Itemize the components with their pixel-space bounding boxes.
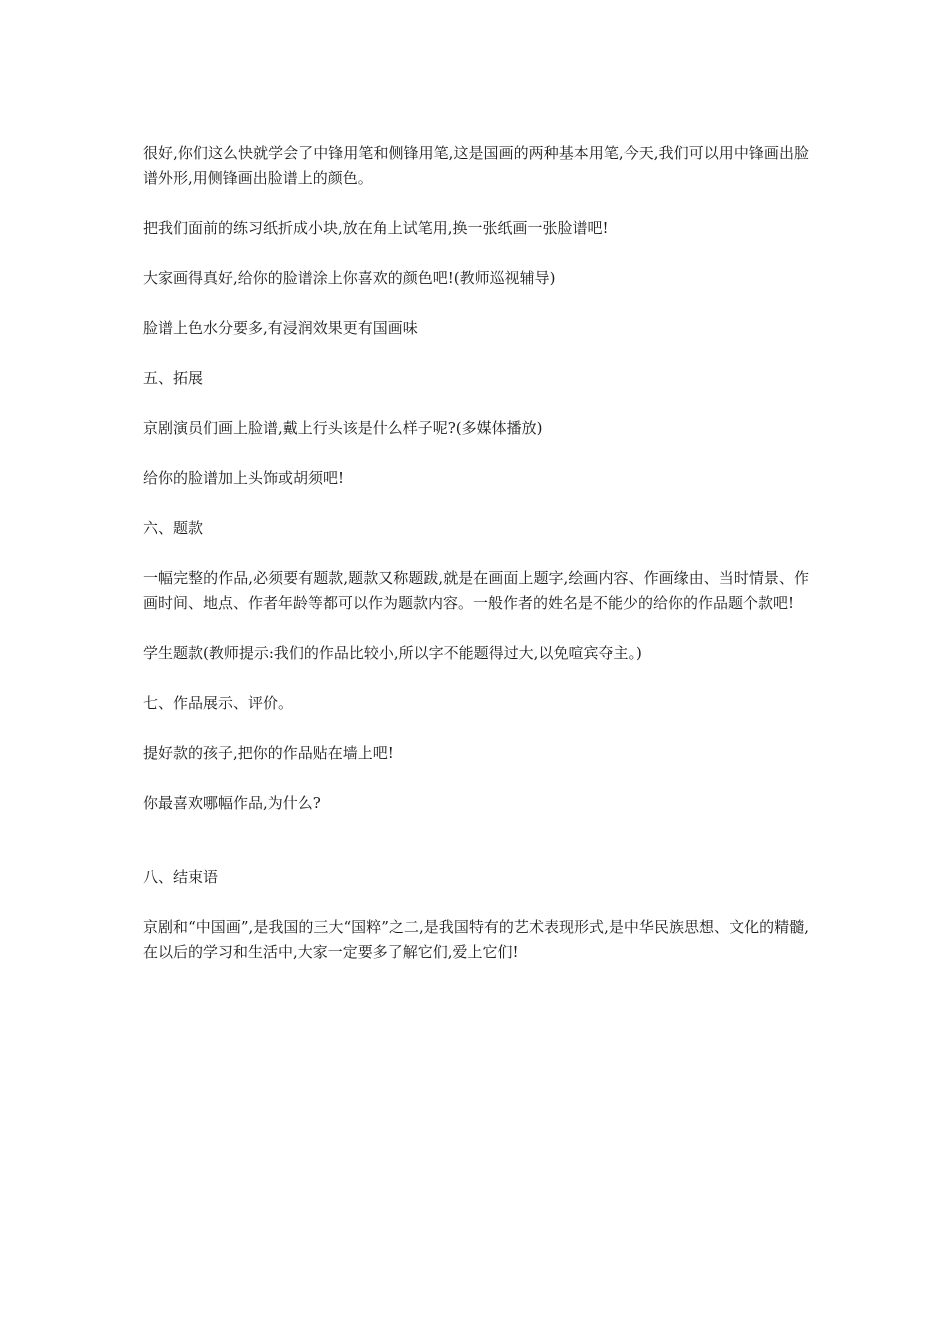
paragraph-post-artwork: 提好款的孩子,把你的作品贴在墙上吧! (143, 744, 394, 762)
paragraph-practice-paper: 把我们面前的练习纸折成小块,放在角上试笔用,换一张纸画一张脸谱吧! (143, 219, 609, 237)
paragraph-brush-techniques: 很好,你们这么快就学会了中锋用笔和侧锋用笔,这是国画的两种基本用笔,今天,我们可以用中锋画出脸谱外形,用侧锋画出脸谱上的颜色。 (143, 144, 809, 187)
paragraph-conclusion: 京剧和“中国画”,是我国的三大“国粹”之二,是我国特有的艺术表现形式,是中华民族思想、文化的精髓,在以后的学习和生活中,大家一定要多了解它们,爱上它们! (143, 918, 809, 961)
paragraph-opera-actors: 京剧演员们画上脸谱,戴上行头该是什么样子呢?(多媒体播放) (143, 419, 543, 437)
paragraph-favorite-artwork: 你最喜欢哪幅作品,为什么? (143, 794, 321, 812)
document-body (143, 141, 809, 965)
paragraph-inscription-explained: 一幅完整的作品,必须要有题款,题款又称题跋,就是在画面上题字,绘画内容、作画缘由、当时情景、作画时间、地点、作者年龄等都可以作为题款内容。一般作者的姓名是不能少的给你的作品题个款吧! (143, 569, 809, 612)
section-heading-conclusion: 八、结束语 (143, 868, 219, 886)
section-heading-extension: 五、拓展 (143, 369, 204, 387)
section-heading-inscription: 六、题款 (143, 519, 204, 537)
paragraph-student-inscription: 学生题款(教师提示:我们的作品比较小,所以字不能题得过大,以免喧宾夺主。) (143, 644, 642, 662)
paragraph-coloring-tip: 脸谱上色水分要多,有浸润效果更有国画味 (143, 319, 418, 337)
paragraph-coloring: 大家画得真好,给你的脸谱涂上你喜欢的颜色吧!(教师巡视辅导) (143, 269, 556, 287)
paragraph-headwear: 给你的脸谱加上头饰或胡须吧! (143, 469, 345, 487)
section-heading-showcase: 七、作品展示、评价。 (143, 694, 294, 712)
